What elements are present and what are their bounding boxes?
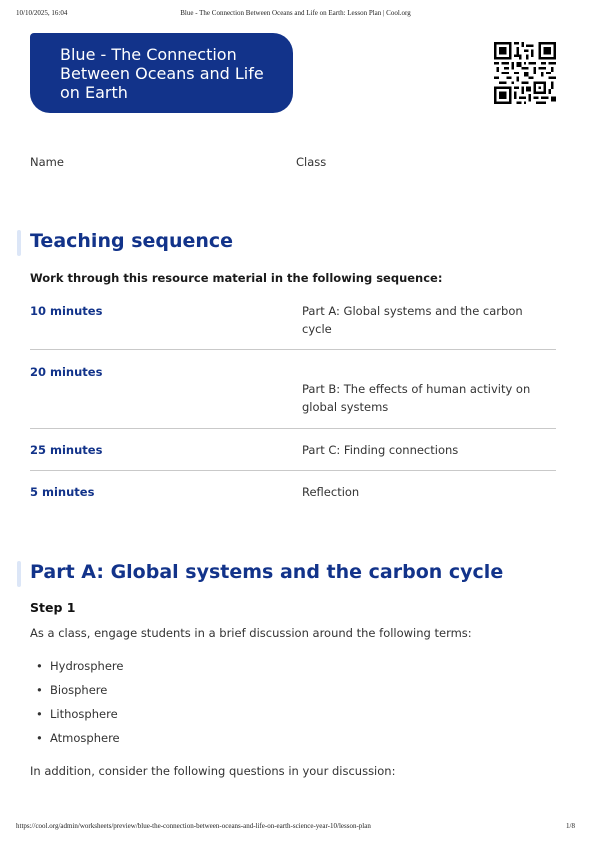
sequence-duration: 25 minutes [30, 443, 103, 457]
sequence-activity: Part A: Global systems and the carbon cycle [302, 304, 523, 336]
title-card [30, 33, 293, 113]
sequence-activity: Part C: Finding connections [302, 443, 459, 457]
part-a-heading: Part A: Global systems and the carbon cycle [30, 561, 504, 583]
sequence-row [30, 471, 556, 513]
list-item: • Hydrosphere [36, 658, 123, 682]
step-title: Step 1 [30, 600, 76, 615]
lesson-title: Blue - The Connection Between Oceans and Life on Earth [60, 45, 264, 102]
list-item: • Atmosphere [36, 730, 123, 754]
step-text: As a class, engage students in a brief discussion around the following terms: [30, 626, 472, 640]
teaching-sequence-heading: Teaching sequence [30, 230, 234, 252]
page-number: 1/8 [566, 822, 575, 830]
print-datetime: 10/10/2025, 16:04 [16, 9, 68, 17]
name-label: Name [30, 155, 64, 169]
sequence-row [30, 350, 556, 429]
section-accent-bar [17, 561, 21, 587]
qr-code-icon [494, 42, 556, 104]
print-document-title: Blue - The Connection Between Oceans and Life on Earth: Lesson Plan | Cool.org [180, 9, 411, 17]
followup-text: In addition, consider the following questions in your discussion: [30, 764, 396, 778]
print-url: https://cool.org/admin/worksheets/preview/blue-the-connection-between-oceans-and-life-on-earth-science-year-10/lesson-plan [16, 822, 371, 830]
sequence-duration: 10 minutes [30, 304, 103, 318]
sequence-activity: Reflection [302, 485, 360, 499]
print-footer [16, 822, 575, 834]
sequence-duration: 5 minutes [30, 485, 95, 499]
sequence-activity: Part B: The effects of human activity on global systems [302, 382, 531, 414]
class-label: Class [296, 155, 327, 169]
list-item: • Biosphere [36, 682, 123, 706]
sequence-table [30, 292, 556, 513]
print-header [16, 9, 575, 21]
sequence-duration: 20 minutes [30, 365, 103, 379]
terms-list [36, 658, 123, 754]
section-accent-bar [17, 230, 21, 256]
teaching-sequence-intro: Work through this resource material in the following sequence: [30, 271, 443, 285]
list-item: • Lithosphere [36, 706, 123, 730]
sequence-row [30, 292, 556, 350]
sequence-row [30, 429, 556, 471]
